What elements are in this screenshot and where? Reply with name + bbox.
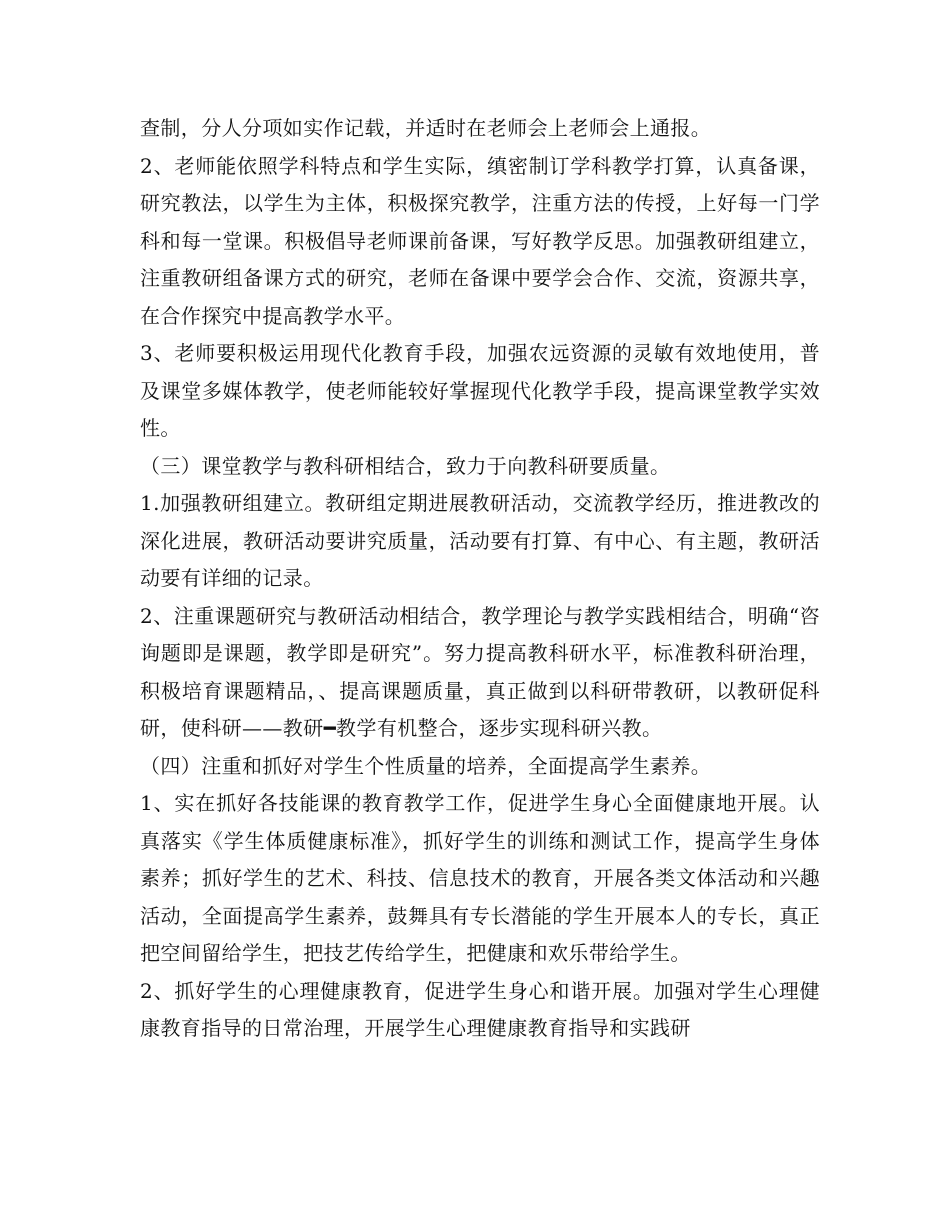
paragraph-2: 2、老师能依照学科特点和学生实际，缜密制订学科教学打算，认真备课，研究教法，以学生为主体，积极探究教学，注重方法的传授，上好每一门学科和每一堂课。积极倡导老师课前备课，写好教学反思。加强教研组建立，注重教研组备课方式的研究，老师在备课中要学会合作、交流，资源共享，在合作探究中提高教学水平。 — [140, 153, 820, 328]
section-heading-3: （三）课堂教学与教科研相结合，致力于向教科研要质量。 — [140, 453, 671, 478]
paragraph-5: 2、注重课题研究与教研活动相结合，教学理论与教学实践相结合，明确“咨询题即是课题，教学即是研究”。努力提高教科研水平，标准教科研治理，积极培育课题精品，、提高课题质量，真正做到以科研带教研，以教研促科研，使科研——教研━教学有机整合，逐步实现科研兴教。 — [140, 603, 820, 740]
paragraph-1: 查制，分人分项如实作记载，并适时在老师会上老师会上通报。 — [140, 116, 712, 140]
paragraph-7: 2、抓好学生的心理健康教育，促进学生身心和谐开展。加强对学生心理健康教育指导的日常治理，开展学生心理健康教育指导和实践研 — [140, 978, 820, 1040]
section-heading-4: （四）注重和抓好对学生个性质量的培养，全面提高学生素养。 — [140, 753, 712, 778]
paragraph-3: 3、老师要积极运用现代化教育手段，加强农远资源的灵敏有效地使用，普及课堂多媒体教学，使老师能较好掌握现代化教学手段，提高课堂教学实效性。 — [140, 341, 820, 440]
paragraph-4: 1.加强教研组建立。教研组定期进展教研活动，交流教学经历，推进教改的深化进展，教研活动要讲究质量，活动要有打算、有中心、有主题，教研活动要有详细的记录。 — [140, 491, 820, 590]
document-body — [140, 110, 820, 1048]
paragraph-6: 1、实在抓好各技能课的教育教学工作，促进学生身心全面健康地开展。认真落实《学生体质健康标准》，抓好学生的训练和测试工作，提高学生身体素养；抓好学生的艺术、科技、信息技术的教育，开展各类文体活动和兴趣活动，全面提高学生素养，鼓舞具有专长潜能的学生开展本人的专长，真正把空间留给学生，把技艺传给学生，把健康和欢乐带给学生。 — [140, 791, 820, 965]
